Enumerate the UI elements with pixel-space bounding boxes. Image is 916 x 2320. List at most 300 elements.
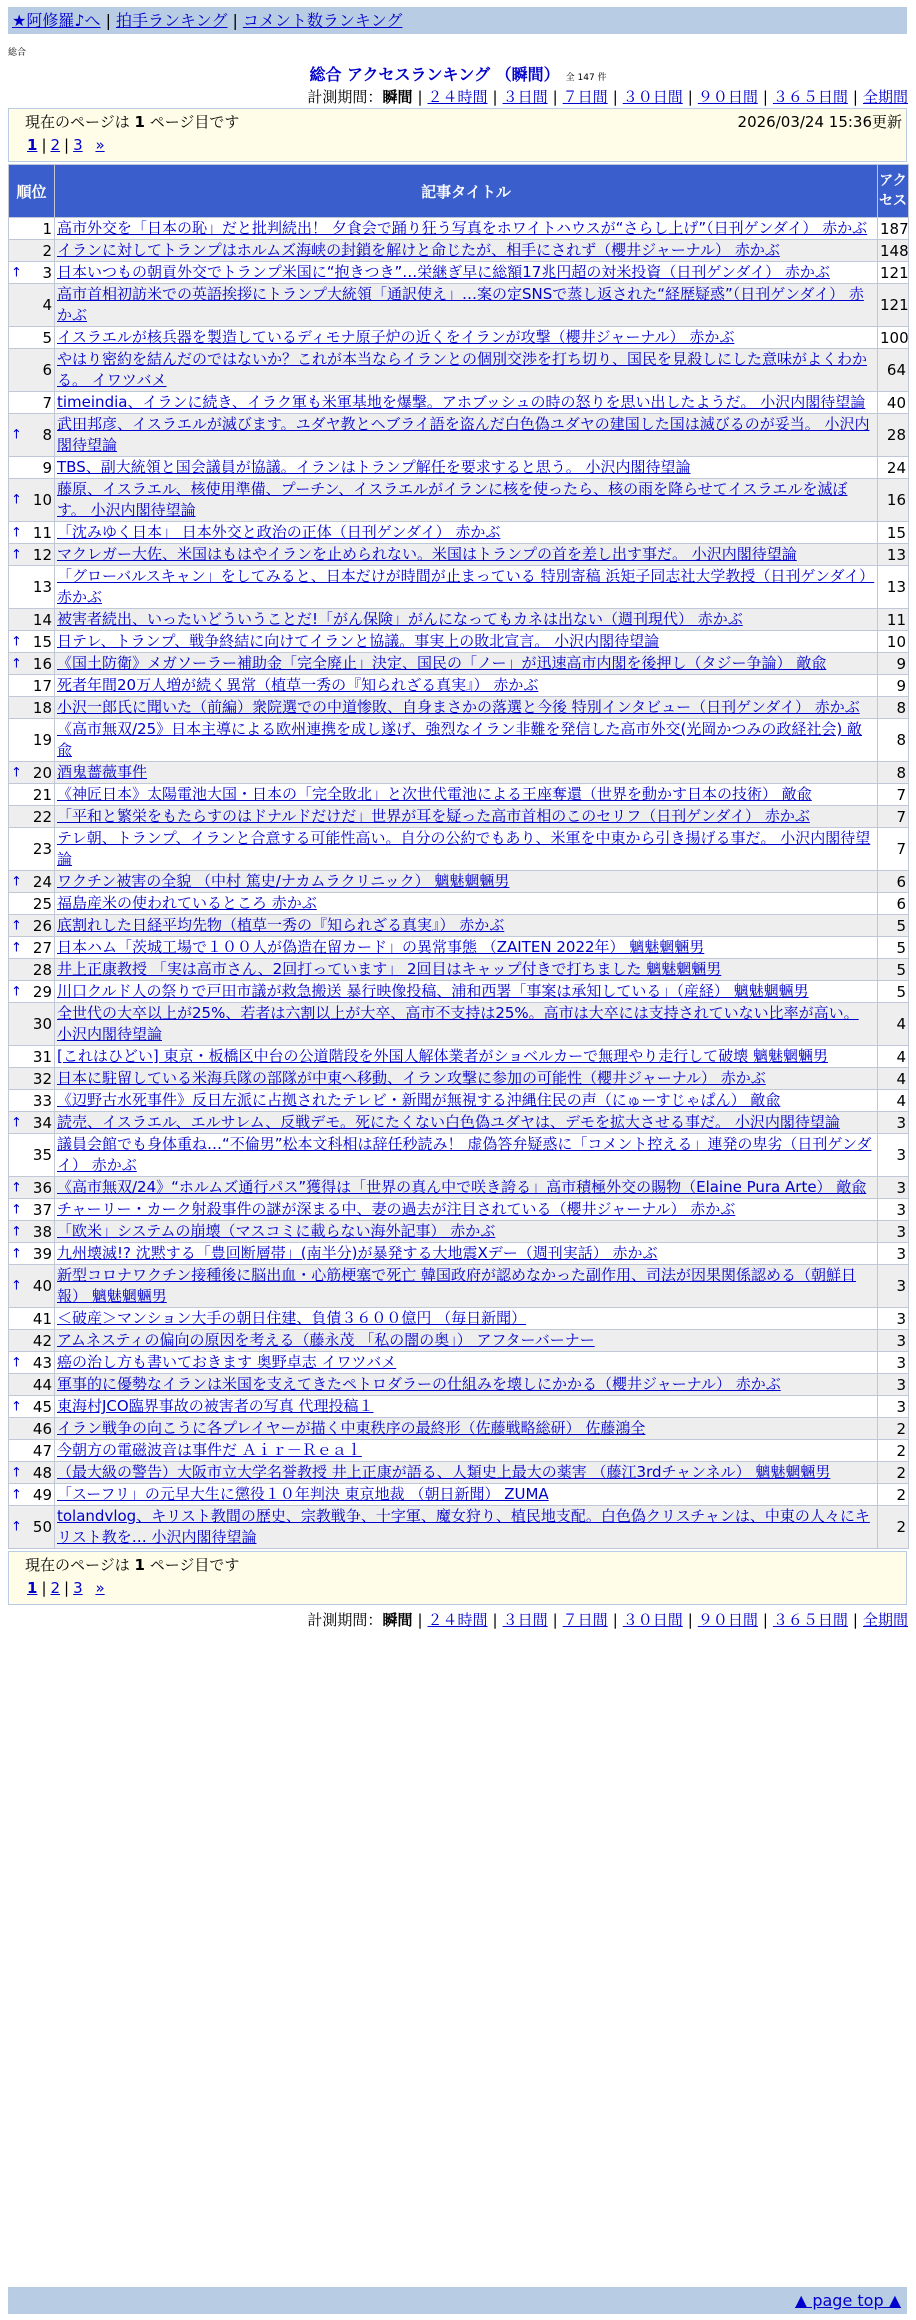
- article-link[interactable]: アムネスティの偏向の原因を考える（藤永茂 「私の闇の奥」） アフターバーナー: [57, 1331, 595, 1349]
- rank-number: 18: [32, 698, 52, 717]
- pager-link[interactable]: 3: [73, 1579, 83, 1597]
- rank-number: 2: [42, 241, 52, 260]
- rank-number: 34: [32, 1113, 52, 1132]
- pager-separator: |: [64, 1579, 70, 1597]
- period-link[interactable]: ３６５日間: [772, 1611, 848, 1629]
- page-status-text: 現在のページは 1 ページ目です: [25, 1556, 240, 1574]
- article-link[interactable]: 「欧米」システムの崩壊（マスコミに載らない海外記事） 赤かぶ: [57, 1222, 496, 1240]
- article-link[interactable]: 武田邦彦、イスラエルが滅びます。ユダヤ教とヘブライ語を盗んだ白色偽ユダヤの建国した国は滅びるのが妥当。 小沢内閣待望論: [57, 415, 870, 454]
- rank-cell: [9, 240, 54, 261]
- title-cell: [55, 1243, 877, 1264]
- title-cell: [55, 1462, 877, 1483]
- pager-link[interactable]: »: [95, 1579, 105, 1597]
- rank-cell: [9, 1396, 54, 1417]
- access-count: 3: [878, 1330, 908, 1351]
- column-header-access: アクセス: [878, 165, 908, 217]
- nav-link-comment-ranking[interactable]: コメント数ランキング: [242, 11, 403, 30]
- rank-cell: [9, 392, 54, 413]
- article-link[interactable]: 高市首相初訪米での英語挨拶にトランプ大統領「通訳使え」…案の定SNSで蒸し返された“経歴疑惑”（日刊ゲンダイ） 赤かぶ: [57, 285, 864, 324]
- rank-cell: [9, 1484, 54, 1505]
- rank-cell: [9, 959, 54, 980]
- rank-cell: [9, 609, 54, 630]
- article-link[interactable]: 新型コロナワクチン接種後に脳出血・心筋梗塞で死亡 韓国政府が認めなかった副作用、司法が因果関係認める（朝鮮日報） 魑魅魍魎男: [57, 1266, 857, 1305]
- article-link[interactable]: 《辺野古水死事件》反日左派に占拠されたテレビ・新聞が無視する沖縄住民の声（にゅーすじゃぱん） 敵兪: [57, 1091, 781, 1109]
- rank-up-arrow-icon: ↑: [11, 547, 22, 562]
- article-link[interactable]: 読売、イスラエル、エルサレム、反戦デモ。死にたくない白色偽ユダヤは、デモを拡大させる事だ。 小沢内閣待望論: [57, 1113, 840, 1131]
- rank-number: 32: [32, 1069, 52, 1088]
- rank-cell: [9, 1352, 54, 1373]
- access-count: 28: [878, 414, 908, 456]
- access-count: 7: [878, 784, 908, 805]
- access-count: 5: [878, 937, 908, 958]
- table-row: [9, 981, 908, 1002]
- access-count: 16: [878, 479, 908, 521]
- title-cell: [55, 479, 877, 521]
- rank-cell: [9, 1462, 54, 1483]
- period-current: 瞬間: [382, 1611, 413, 1629]
- title-cell: [55, 566, 877, 608]
- rank-cell: [9, 719, 54, 761]
- rank-up-arrow-icon: ↑: [11, 656, 22, 671]
- title-cell: [55, 981, 877, 1002]
- rank-up-arrow-icon: ↑: [11, 492, 22, 508]
- title-cell: [55, 284, 877, 326]
- rank-up-arrow-icon: ↑: [11, 874, 22, 889]
- article-link[interactable]: 日本ハム「茨城工場で１００人が偽造在留カード」の異常事態 （ZAITEN 2022年） 魑魅魍魎男: [57, 938, 705, 956]
- period-link[interactable]: ３日間: [502, 88, 548, 106]
- rank-cell: [9, 675, 54, 696]
- pager-link[interactable]: 3: [73, 136, 83, 154]
- pagination-bottom: [27, 1579, 105, 1597]
- access-count: 4: [878, 1090, 908, 1111]
- rank-number: 24: [32, 872, 52, 891]
- article-link[interactable]: やはり密約を結んだのではないか？これが本当ならイランとの個別交渉を打ち切り、国民を見殺しにした意味がよくわかる。 イワツバメ: [57, 350, 868, 389]
- rank-number: 42: [32, 1331, 52, 1350]
- period-label: 計測期間：: [307, 1611, 383, 1629]
- rank-number: 45: [32, 1397, 52, 1416]
- rank-cell: [9, 915, 54, 936]
- rank-up-arrow-icon: ↑: [11, 1115, 22, 1130]
- rank-up-arrow-icon: ↑: [11, 1399, 22, 1414]
- article-link[interactable]: 東海村JCO臨界事故の被害者の写真 代理投稿１: [57, 1397, 374, 1415]
- article-link[interactable]: 「スーフリ」の元早大生に懲役１０年判決 東京地裁 （朝日新聞） ZUMA: [57, 1485, 549, 1503]
- top-nav-bar: [8, 7, 907, 34]
- table-row: [9, 1352, 908, 1373]
- table-row: [9, 1484, 908, 1505]
- access-count: 4: [878, 1068, 908, 1089]
- access-count: 3: [878, 1374, 908, 1395]
- title-cell: [55, 871, 877, 892]
- period-link[interactable]: ２４時間: [427, 88, 488, 106]
- article-link[interactable]: 死者年間20万人増が続く異常（植草一秀の『知られざる真実』） 赤かぶ: [57, 676, 539, 694]
- access-count: 9: [878, 675, 908, 696]
- article-link[interactable]: イランに対してトランプはホルムズ海峡の封鎖を解けと命じたが、相手にされず（櫻井ジャーナル） 赤かぶ: [57, 241, 780, 259]
- period-separator: |: [492, 1611, 498, 1629]
- table-row: [9, 284, 908, 326]
- rank-cell: [9, 653, 54, 674]
- article-link[interactable]: 《神匠日本》太陽電池大国・日本の「完全敗北」と次世代電池による王座奪還（世界を動かす日本の技術） 敵兪: [57, 785, 812, 803]
- bottom-bar: [8, 2287, 907, 2314]
- rank-cell: [9, 981, 54, 1002]
- rank-number: 13: [32, 578, 52, 596]
- rank-number: 8: [42, 426, 52, 444]
- ranking-title: [0, 62, 916, 85]
- article-link[interactable]: 議員会館でも身体重ね…“不倫男”松本文科相は辞任秒読み！ 虚偽答弁疑惑に「コメント控える」連発の卑劣（日刊ゲンダイ） 赤かぶ: [57, 1135, 872, 1174]
- nav-separator: |: [105, 11, 111, 30]
- table-row: [9, 1199, 908, 1220]
- rank-number: 14: [32, 610, 52, 629]
- access-count: 5: [878, 915, 908, 936]
- period-separator: |: [552, 88, 558, 106]
- category-label: 総合: [8, 48, 27, 58]
- access-count: 13: [878, 544, 908, 565]
- rank-cell: [9, 1265, 54, 1307]
- article-link[interactable]: 《高市無双/24》“ホルムズ通行パス”獲得は「世界の真ん中で咲き誇る」高市積極外交の賜物（Elaine Pura Arte） 敵兪: [57, 1178, 867, 1196]
- rank-number: 49: [32, 1485, 52, 1504]
- article-link[interactable]: timeindia、イランに続き、イラク軍も米軍基地を爆撃。アホブッシュの時の怒りを思い出したようだ。 小沢内閣待望論: [57, 393, 866, 411]
- title-cell: [55, 915, 877, 936]
- title-cell: [55, 1374, 877, 1395]
- title-cell: [55, 327, 877, 348]
- table-row: [9, 653, 908, 674]
- table-row: [9, 479, 908, 521]
- title-cell: [55, 1112, 877, 1133]
- article-link[interactable]: イスラエルが核兵器を製造しているディモナ原子炉の近くをイランが攻撃（櫻井ジャーナル） 赤かぶ: [57, 328, 735, 346]
- table-row: [9, 1374, 908, 1395]
- title-cell: [55, 1308, 877, 1329]
- rank-cell: [9, 1243, 54, 1264]
- period-link[interactable]: 全期間: [862, 88, 908, 106]
- pager-current-page: 1: [27, 1579, 38, 1597]
- title-cell: [55, 609, 877, 630]
- rank-cell: [9, 349, 54, 391]
- access-count: 11: [878, 609, 908, 630]
- table-row: [9, 1243, 908, 1264]
- title-cell: [55, 1506, 877, 1548]
- table-row: [9, 1112, 908, 1133]
- rank-cell: [9, 1046, 54, 1067]
- rank-cell: [9, 1374, 54, 1395]
- title-cell: [55, 1330, 877, 1351]
- table-row: [9, 414, 908, 456]
- title-cell: [55, 544, 877, 565]
- table-row: [9, 806, 908, 827]
- period-link[interactable]: ７日間: [562, 1611, 608, 1629]
- total-count: 全 147 件: [565, 73, 607, 83]
- rank-number: 15: [32, 632, 52, 651]
- table-row: [9, 392, 908, 413]
- article-link[interactable]: tolandvlog、キリスト教間の歴史、宗教戦争、十字軍、魔女狩り、植民地支配。白色偽クリスチャンは、中東の人々にキリスト教を… 小沢内閣待望論: [57, 1507, 870, 1546]
- title-cell: [55, 762, 877, 783]
- title-cell: [55, 697, 877, 718]
- rank-cell: [9, 1330, 54, 1351]
- article-link[interactable]: 癌の治し方も書いておきます 奥野卓志 イワツバメ: [57, 1353, 397, 1371]
- title-cell: [55, 1418, 877, 1439]
- article-link[interactable]: ＜破産＞マンション大手の朝日住建、負債３６００億円 （毎日新聞）: [57, 1309, 527, 1327]
- period-separator: |: [687, 88, 693, 106]
- rank-cell: [9, 1440, 54, 1461]
- rank-number: 27: [32, 938, 52, 957]
- rank-number: 16: [32, 654, 52, 673]
- rank-number: 48: [32, 1463, 52, 1482]
- period-link[interactable]: ２４時間: [427, 1611, 488, 1629]
- rank-cell: [9, 1112, 54, 1133]
- rank-number: 10: [32, 491, 52, 509]
- rank-number: 12: [32, 545, 52, 564]
- table-row: [9, 1418, 908, 1439]
- title-cell: [55, 1484, 877, 1505]
- period-link[interactable]: ３６５日間: [772, 88, 848, 106]
- period-selector-top: [307, 86, 908, 107]
- article-link[interactable]: テレ朝、トランプ、イランと合意する可能性高い。自分の公約でもあり、米軍を中東から引き揚げる事だ。 小沢内閣待望論: [57, 829, 871, 868]
- rank-up-arrow-icon: ↑: [11, 918, 22, 933]
- article-link[interactable]: TBS、副大統領と国会議員が協議。イランはトランプ解任を要求すると思う。 小沢内閣待望論: [57, 458, 691, 476]
- rank-cell: [9, 327, 54, 348]
- rank-number: 9: [42, 458, 52, 477]
- access-count: 24: [878, 457, 908, 478]
- access-count: 3: [878, 1177, 908, 1198]
- access-count: 3: [878, 1396, 908, 1417]
- rank-number: 29: [32, 982, 52, 1001]
- rank-cell: [9, 871, 54, 892]
- page-status-bottom: [8, 1551, 907, 1605]
- rank-number: 47: [32, 1441, 52, 1460]
- rank-cell: [9, 1418, 54, 1439]
- table-row: [9, 262, 908, 283]
- rank-number: 38: [32, 1222, 52, 1241]
- article-link[interactable]: 小沢一郎氏に聞いた（前編）衆院選での中道惨敗、自身まさかの落選と今後 特別インタビュー（日刊ゲンダイ） 赤かぶ: [57, 698, 860, 716]
- article-link[interactable]: 軍事的に優勢なイランは米国を支えてきたペトロダラーの仕組みを壊しにかかる（櫻井ジャーナル） 赤かぶ: [57, 1375, 781, 1393]
- title-cell: [55, 959, 877, 980]
- access-count: 7: [878, 828, 908, 870]
- rank-up-arrow-icon: ↑: [11, 1278, 22, 1294]
- rank-number: 11: [32, 523, 52, 542]
- article-link[interactable]: 酒鬼薔薇事件: [57, 763, 148, 781]
- article-link[interactable]: 日本に駐留している米海兵隊の部隊が中東へ移動、イラン攻撃に参加の可能性（櫻井ジャーナル） 赤かぶ: [57, 1069, 766, 1087]
- rank-up-arrow-icon: ↑: [11, 940, 22, 955]
- article-link[interactable]: 今朝方の電磁波音は事件だ Ａｉｒ－Ｒｅａｌ: [57, 1441, 362, 1459]
- period-link[interactable]: 全期間: [862, 1611, 908, 1629]
- table-row: [9, 959, 908, 980]
- rank-number: 39: [32, 1244, 52, 1263]
- table-row: [9, 719, 908, 761]
- column-header-title: 記事タイトル: [55, 165, 877, 217]
- period-link[interactable]: ３日間: [502, 1611, 548, 1629]
- rank-cell: [9, 1068, 54, 1089]
- access-count: 2: [878, 1418, 908, 1439]
- rank-number: 36: [32, 1178, 52, 1197]
- pager-link[interactable]: 2: [50, 1579, 61, 1597]
- rank-cell: [9, 1506, 54, 1548]
- access-count: 40: [878, 392, 908, 413]
- access-count: 3: [878, 1112, 908, 1133]
- rank-up-arrow-icon: ↑: [11, 984, 22, 999]
- table-row: [9, 457, 908, 478]
- pager-separator: [87, 136, 92, 154]
- page-title: 総合 アクセスランキング （瞬間）: [309, 65, 560, 84]
- article-link[interactable]: 井上正康教授 「実は高市さん、2回打っています」 2回目はキャップ付きで打ちました 魑魅魍魎男: [57, 960, 722, 978]
- rank-cell: [9, 284, 54, 326]
- article-link[interactable]: 日テレ、トランプ、戦争終結に向けてイランと協議。事実上の敗北宣言。 小沢内閣待望論: [57, 632, 660, 650]
- table-row: [9, 631, 908, 652]
- rank-cell: [9, 566, 54, 608]
- period-separator: |: [417, 88, 423, 106]
- table-row: [9, 1462, 908, 1483]
- rank-up-arrow-icon: ↑: [11, 1180, 22, 1195]
- rank-up-arrow-icon: ↑: [11, 1224, 22, 1239]
- table-row: [9, 1308, 908, 1329]
- table-row: [9, 1003, 908, 1045]
- pager-separator: [87, 1579, 92, 1597]
- article-link[interactable]: チャーリー・カーク射殺事件の謎が深まる中、妻の過去が注目されている（櫻井ジャーナル） 赤かぶ: [57, 1200, 736, 1218]
- period-current: 瞬間: [382, 88, 413, 106]
- table-row: [9, 937, 908, 958]
- article-link[interactable]: 藤原、イスラエル、核使用準備、プーチン、イスラエルがイランに核を使ったら、核の雨を降らせてイスラエルを滅ぼす。 小沢内閣待望論: [57, 480, 848, 519]
- rank-cell: [9, 806, 54, 827]
- period-link[interactable]: ３０日間: [622, 1611, 683, 1629]
- article-link[interactable]: 全世代の大卒以上が25%、若者は六割以上が大卒、高市不支持は25%。高市は大卒には支持されていない比率が高い。 小沢内閣待望論: [57, 1004, 859, 1043]
- rank-cell: [9, 1003, 54, 1045]
- ranking-table: [8, 164, 909, 1549]
- period-link[interactable]: ７日間: [562, 88, 608, 106]
- table-row: [9, 1440, 908, 1461]
- title-cell: [55, 457, 877, 478]
- table-row: [9, 871, 908, 892]
- page-status-top: [8, 108, 907, 162]
- rank-cell: [9, 1090, 54, 1111]
- title-cell: [55, 1003, 877, 1045]
- rank-number: 43: [32, 1353, 52, 1372]
- rank-number: 20: [32, 763, 52, 782]
- article-link[interactable]: 日本いつもの朝貢外交でトランプ米国に“抱きつき”…栄継ぎ早に総額17兆円超の対米投資（日刊ゲンダイ） 赤かぶ: [57, 263, 830, 281]
- rank-cell: [9, 414, 54, 456]
- rank-up-arrow-icon: ↑: [11, 265, 22, 280]
- access-count: 148: [880, 241, 909, 260]
- rank-cell: [9, 1308, 54, 1329]
- article-link[interactable]: 《国土防衛》メガソーラー補助金「完全廃止」決定、国民の「ノー」が迅速高市内閣を後押し（タジー争論） 敵兪: [57, 654, 827, 672]
- period-separator: |: [417, 1611, 423, 1629]
- pager-link[interactable]: »: [95, 136, 105, 154]
- access-count: 3: [878, 1243, 908, 1264]
- period-separator: |: [687, 1611, 693, 1629]
- rank-up-arrow-icon: ↑: [11, 1487, 22, 1502]
- access-count: 2: [878, 1440, 908, 1461]
- nav-link-asyura[interactable]: ★阿修羅♪へ: [12, 11, 101, 30]
- title-cell: [55, 218, 877, 239]
- title-cell: [55, 1134, 877, 1176]
- title-cell: [55, 806, 877, 827]
- period-separator: |: [552, 1611, 558, 1629]
- pager-separator: |: [64, 136, 70, 154]
- rank-cell: [9, 893, 54, 914]
- article-link[interactable]: [これはひどい] 東京・板橋区中台の公道階段を外国人解体業者がショベルカーで無理やり走行して破壊 魑魅魍魎男: [57, 1047, 828, 1065]
- period-link[interactable]: ９０日間: [697, 88, 758, 106]
- title-cell: [55, 1440, 877, 1461]
- pager-link[interactable]: 2: [50, 136, 61, 154]
- table-row: [9, 1090, 908, 1111]
- table-row: [9, 784, 908, 805]
- access-count: 3: [878, 1199, 908, 1220]
- table-row: [9, 1134, 908, 1176]
- rank-number: 35: [32, 1146, 52, 1164]
- article-link[interactable]: マクレガー大佐、米国はもはやイランを止められない。米国はトランプの首を差し出す事だ。 小沢内閣待望論: [57, 545, 797, 563]
- period-link[interactable]: ３０日間: [622, 88, 683, 106]
- table-row: [9, 522, 908, 543]
- rank-number: 5: [42, 328, 52, 347]
- table-row: [9, 1396, 908, 1417]
- access-count: 3: [878, 1134, 908, 1176]
- updated-timestamp: 2026/03/24 15:36更新: [737, 113, 902, 131]
- rank-up-arrow-icon: ↑: [11, 525, 22, 540]
- access-count: 9: [878, 653, 908, 674]
- article-link[interactable]: （最大級の警告）大阪市立大学名誉教授 井上正康が語る、人類史上最大の薬害 （藤江3rdチャンネル） 魑魅魍魎男: [57, 1463, 831, 1481]
- article-link[interactable]: 九州壊滅!? 沈黙する「豊回断層帯」(南半分)が暴発する大地震Xデー（週刊実話） 赤かぶ: [57, 1244, 658, 1262]
- rank-cell: [9, 262, 54, 283]
- title-cell: [55, 1090, 877, 1111]
- article-link[interactable]: 底割れした日経平均先物（植草一秀の『知られざる真実』） 赤かぶ: [57, 916, 505, 934]
- pager-separator: |: [41, 1579, 47, 1597]
- article-link[interactable]: 「平和と繁栄をもたらすのはドナルドだけだ」世界が耳を疑った高市首相のこのセリフ（日刊ゲンダイ） 赤かぶ: [57, 807, 810, 825]
- rank-up-arrow-icon: ↑: [11, 765, 22, 780]
- article-link[interactable]: 福島産米の使われているところ 赤かぶ: [57, 894, 317, 912]
- rank-cell: [9, 1177, 54, 1198]
- title-cell: [55, 1199, 877, 1220]
- article-link[interactable]: ワクチン被害の全貌 （中村 篤史/ナカムラクリニック） 魑魅魍魎男: [57, 872, 510, 890]
- rank-up-arrow-icon: ↑: [11, 1355, 22, 1370]
- article-link[interactable]: 被害者続出、いったいどういうことだ!「がん保険」がんになってもカネは出ない（週刊現代） 赤かぶ: [57, 610, 743, 628]
- page-top-link[interactable]: ▲ page top ▲: [794, 2291, 901, 2310]
- article-link[interactable]: 「グローバルスキャン」をしてみると、日本だけが時間が止まっている 特別寄稿 浜矩子同志社大学教授（日刊ゲンダイ） 赤かぶ: [57, 567, 875, 606]
- rank-cell: [9, 522, 54, 543]
- rank-cell: [9, 1221, 54, 1242]
- nav-link-applause-ranking[interactable]: 拍手ランキング: [115, 11, 228, 30]
- access-count: 5: [878, 959, 908, 980]
- article-link[interactable]: 「沈みゆく日本」 日本外交と政治の正体（日刊ゲンダイ） 赤かぶ: [57, 523, 501, 541]
- rank-number: 46: [32, 1419, 52, 1438]
- access-count: 3: [878, 1221, 908, 1242]
- access-count: 64: [878, 349, 908, 391]
- title-cell: [55, 1265, 877, 1307]
- access-count: 100: [880, 328, 909, 347]
- period-separator: |: [762, 88, 768, 106]
- rank-number: 17: [32, 676, 52, 695]
- access-count: 15: [878, 522, 908, 543]
- article-link[interactable]: 高市外交を「日本の恥」だと批判続出！ 夕食会で踊り狂う写真をホワイトハウスが“さらし上げ”（日刊ゲンダイ） 赤かぶ: [57, 219, 868, 237]
- article-link[interactable]: イラン戦争の向こうに各プレイヤーが描く中東秩序の最終形（佐藤戦略総研） 佐藤鴻全: [57, 1419, 646, 1437]
- rank-up-arrow-icon: ↑: [11, 427, 22, 443]
- access-count: 3: [878, 1308, 908, 1329]
- access-count: 6: [878, 871, 908, 892]
- article-link[interactable]: 川口クルド人の祭りで戸田市議が救急搬送 暴行映像投稿、浦和西署「事案は承知している」（産経） 魑魅魍魎男: [57, 982, 809, 1000]
- nav-separator: |: [232, 11, 238, 30]
- table-row: [9, 828, 908, 870]
- access-count: 121: [878, 284, 908, 326]
- access-count: 13: [878, 566, 908, 608]
- rank-number: 40: [32, 1277, 52, 1295]
- title-cell: [55, 522, 877, 543]
- article-link[interactable]: 《高市無双/25》日本主導による欧州連携を成し遂げ、強烈なイラン非難を発信した高市外交(光岡かつみの政経社会) 敵兪: [57, 720, 863, 759]
- access-count: 121: [880, 263, 909, 282]
- table-row: [9, 544, 908, 565]
- title-cell: [55, 349, 877, 391]
- rank-cell: [9, 631, 54, 652]
- period-link[interactable]: ９０日間: [697, 1611, 758, 1629]
- period-separator: |: [852, 88, 858, 106]
- rank-number: 4: [42, 296, 52, 314]
- access-count: 2: [878, 1506, 908, 1548]
- title-cell: [55, 392, 877, 413]
- period-separator: |: [492, 88, 498, 106]
